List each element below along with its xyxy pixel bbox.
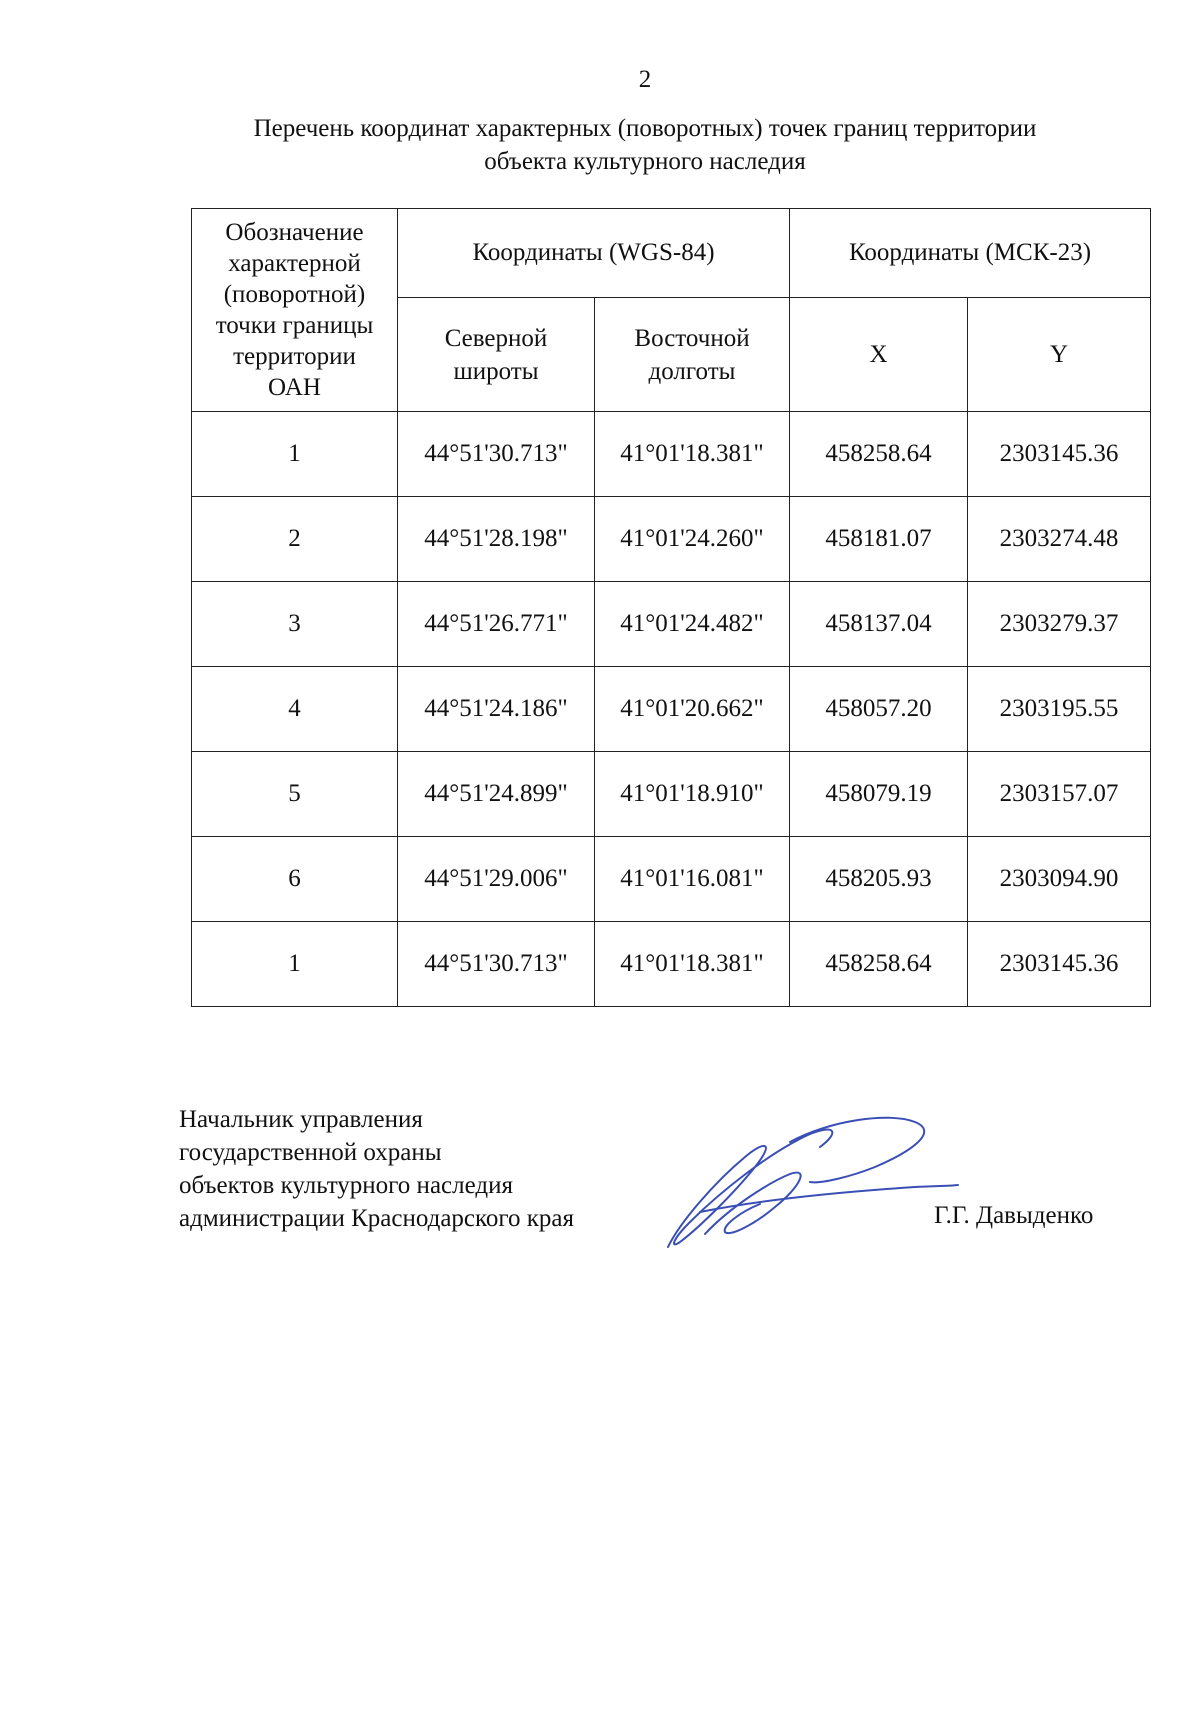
table-row [192,667,1151,752]
cell-x: 458205.93 [790,837,968,922]
cell-point: 2 [192,497,398,582]
cell-point: 5 [192,752,398,837]
cell-y: 2303157.07 [968,752,1151,837]
document-title-line-2: объекта культурного наследия [484,148,806,175]
cell-point: 1 [192,412,398,497]
cell-y: 2303145.36 [968,412,1151,497]
cell-latitude: 44°51'30.713" [398,412,595,497]
cell-x: 458258.64 [790,412,968,497]
cell-longitude: 41°01'16.081" [595,837,790,922]
cell-point: 1 [192,922,398,1007]
table-row [192,412,1151,497]
signatory-position-line: Начальник управления [179,1106,423,1133]
coordinates-table [191,208,1151,1007]
cell-latitude: 44°51'29.006" [398,837,595,922]
cell-x: 458057.20 [790,667,968,752]
cell-x: 458258.64 [790,922,968,1007]
header-y: Y [968,298,1151,412]
header-east-longitude: Восточной долготы [595,298,790,412]
signer-name: Г.Г. Давыденко [934,1202,1094,1229]
signature-strokes [668,1118,958,1247]
cell-longitude: 41°01'18.910" [595,752,790,837]
table-row [192,497,1151,582]
table-row [192,752,1151,837]
table-row [192,922,1151,1007]
cell-longitude: 41°01'24.260" [595,497,790,582]
cell-y: 2303145.36 [968,922,1151,1007]
cell-x: 458137.04 [790,582,968,667]
page-number: 2 [638,66,652,93]
cell-point: 3 [192,582,398,667]
cell-longitude: 41°01'24.482" [595,582,790,667]
header-msk23-group: Координаты (МСК-23) [790,209,1151,298]
header-wgs84-group: Координаты (WGS-84) [398,209,790,298]
cell-longitude: 41°01'18.381" [595,922,790,1007]
cell-latitude: 44°51'28.198" [398,497,595,582]
cell-latitude: 44°51'24.186" [398,667,595,752]
header-north-latitude: Северной широты [398,298,595,412]
cell-x: 458079.19 [790,752,968,837]
cell-y: 2303274.48 [968,497,1151,582]
cell-x: 458181.07 [790,497,968,582]
header-x: X [790,298,968,412]
signatory-position-line: объектов культурного наследия [179,1172,513,1199]
cell-y: 2303279.37 [968,582,1151,667]
handwritten-signature [660,1112,960,1252]
table-row [192,582,1151,667]
signatory-position [179,1103,574,1235]
cell-longitude: 41°01'20.662" [595,667,790,752]
table-row [192,837,1151,922]
cell-longitude: 41°01'18.381" [595,412,790,497]
signatory-position-line: администрации Краснодарского края [179,1205,575,1232]
header-point-designation: Обозначение характерной (поворотной) точки границы территории ОАН [192,209,398,412]
cell-point: 6 [192,837,398,922]
cell-y: 2303195.55 [968,667,1151,752]
document-title-line-1: Перечень координат характерных (поворотных) точек границ территории [253,115,1037,142]
cell-y: 2303094.90 [968,837,1151,922]
cell-point: 4 [192,667,398,752]
cell-latitude: 44°51'26.771" [398,582,595,667]
document-title [180,112,1110,178]
cell-latitude: 44°51'24.899" [398,752,595,837]
cell-latitude: 44°51'30.713" [398,922,595,1007]
signatory-position-line: государственной охраны [179,1139,442,1166]
